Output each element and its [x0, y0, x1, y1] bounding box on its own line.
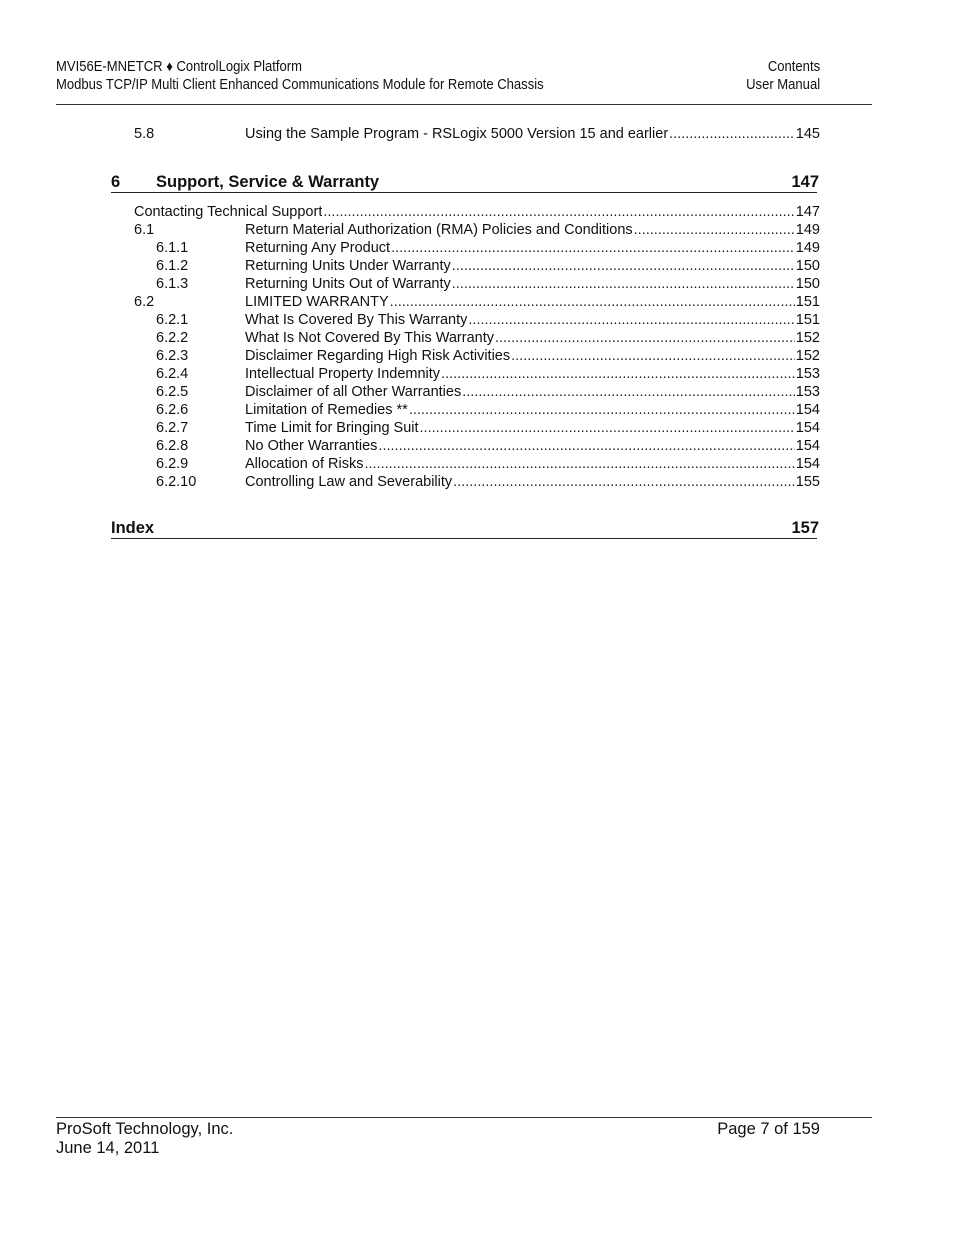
toc-entry-title: Using the Sample Program - RSLogix 5000 Version 15 and earlier [245, 126, 669, 142]
toc-entry-page: 150 [795, 276, 820, 292]
toc-entry-number: 6.1.1 [156, 240, 189, 256]
header-row-1 [56, 58, 820, 76]
toc-entry-6-2-1[interactable] [134, 311, 820, 329]
footer-row-1 [56, 1120, 820, 1139]
toc-entry-page: 154 [795, 456, 820, 472]
toc-chapter-6[interactable] [111, 172, 819, 194]
footer-company: ProSoft Technology, Inc. [56, 1120, 234, 1138]
toc-leader-dots [634, 221, 795, 239]
toc-entry-page: 149 [795, 240, 820, 256]
chapter-underline [111, 538, 817, 539]
toc-entry-number: 6.2.8 [156, 438, 189, 454]
toc-entry-6-1-1[interactable] [134, 239, 820, 257]
toc-leader-dots [390, 293, 795, 311]
toc-entry-title: Disclaimer Regarding High Risk Activities [245, 348, 511, 364]
toc-entry-6-2[interactable] [134, 293, 820, 311]
toc-leader-dots [420, 419, 795, 437]
toc-leader-dots [452, 257, 795, 275]
toc-entry-number: 6.2.6 [156, 402, 189, 418]
toc-entry-number: 6.2.10 [156, 474, 197, 490]
header-product-subtitle: Modbus TCP/IP Multi Client Enhanced Communications Module for Remote Chassis [56, 77, 544, 93]
footer-date: June 14, 2011 [56, 1139, 160, 1157]
toc-entry-number: 6.2.5 [156, 384, 189, 400]
chapter-title: Index [111, 519, 155, 537]
toc-leader-dots [462, 383, 795, 401]
toc-entry-title: Intellectual Property Indemnity [245, 366, 441, 382]
toc-entry-number: 6.2.7 [156, 420, 189, 436]
toc-leader-dots [453, 473, 795, 491]
toc-entry-page: 152 [795, 330, 820, 346]
toc-entry-6-1-2[interactable] [134, 257, 820, 275]
toc-entry-title: Controlling Law and Severability [245, 474, 453, 490]
toc-entry-6-2-8[interactable] [134, 437, 820, 455]
toc-entry-number: 6.1.2 [156, 258, 189, 274]
toc-entry-6-2-2[interactable] [134, 329, 820, 347]
toc-entry-page: 149 [795, 222, 820, 238]
toc-entry-title: Disclaimer of all Other Warranties [245, 384, 462, 400]
toc-entry-page: 151 [795, 312, 820, 328]
toc-leader-dots [669, 125, 795, 143]
toc-leader-dots [441, 365, 795, 383]
toc-entry-title: Time Limit for Bringing Suit [245, 420, 419, 436]
toc-entry-6-1[interactable] [134, 221, 820, 239]
toc-entry-6-2-3[interactable] [134, 347, 820, 365]
toc-entry-page: 155 [795, 474, 820, 490]
toc-entry-6-1-3[interactable] [134, 275, 820, 293]
page-header [56, 58, 820, 94]
toc-entry-number: 6.1.3 [156, 276, 189, 292]
toc-leader-dots [323, 203, 794, 221]
header-product-title: MVI56E-MNETCR ♦ ControlLogix Platform [56, 59, 302, 75]
toc-leader-dots [468, 311, 794, 329]
chapter-underline [111, 192, 817, 193]
toc-entry-title: Returning Units Under Warranty [245, 258, 451, 274]
header-row-2 [56, 76, 820, 94]
chapter-page: 157 [791, 519, 819, 537]
toc-entry-number: 6.2.1 [156, 312, 189, 328]
toc-entry-6-2-7[interactable] [134, 419, 820, 437]
toc-leader-dots [364, 455, 794, 473]
toc-entry-page: 150 [795, 258, 820, 274]
toc-entry-6-2-4[interactable] [134, 365, 820, 383]
toc-entry-page: 154 [795, 402, 820, 418]
toc-entry-contacting-support[interactable] [134, 203, 820, 221]
toc-entry-page: 154 [795, 420, 820, 436]
toc-entry-number: 5.8 [134, 126, 155, 142]
toc-entry-title: Returning Units Out of Warranty [245, 276, 451, 292]
toc-entry-title: LIMITED WARRANTY [245, 294, 389, 310]
toc-chapter-index[interactable] [111, 518, 819, 540]
toc-entry-number: 6.2.9 [156, 456, 189, 472]
chapter-page: 147 [791, 173, 819, 191]
toc-leader-dots [452, 275, 795, 293]
page-footer [56, 1120, 820, 1158]
toc-entry-title: Contacting Technical Support [134, 204, 323, 220]
toc-entry-number: 6.2 [134, 294, 155, 310]
toc-entry-5-8[interactable] [134, 125, 820, 143]
toc-entry-title: Allocation of Risks [245, 456, 364, 472]
toc-entry-title: Returning Any Product [245, 240, 391, 256]
toc-entry-title: Return Material Authorization (RMA) Policies and Conditions [245, 222, 633, 238]
header-section-name: Contents [767, 59, 821, 75]
toc-entry-number: 6.2.2 [156, 330, 189, 346]
toc-entry-title: What Is Covered By This Warranty [245, 312, 468, 328]
chapter-number: 6 [111, 173, 121, 191]
toc-entry-title: Limitation of Remedies ** [245, 402, 408, 418]
toc-entry-title: No Other Warranties [245, 438, 378, 454]
toc-leader-dots [378, 437, 794, 455]
footer-row-2 [56, 1139, 820, 1158]
toc-entry-title: What Is Not Covered By This Warranty [245, 330, 494, 346]
header-document-type: User Manual [746, 77, 821, 93]
toc-leader-dots [391, 239, 795, 257]
footer-page-number: Page 7 of 159 [717, 1120, 820, 1138]
toc-leader-dots [495, 329, 795, 347]
toc-leader-dots [409, 401, 795, 419]
toc-entry-6-2-6[interactable] [134, 401, 820, 419]
toc-entry-page: 147 [795, 204, 820, 220]
toc-entry-6-2-9[interactable] [134, 455, 820, 473]
toc-entry-number: 6.1 [134, 222, 155, 238]
header-divider [56, 104, 872, 105]
toc-entry-number: 6.2.3 [156, 348, 189, 364]
toc-leader-dots [511, 347, 795, 365]
toc-entry-6-2-5[interactable] [134, 383, 820, 401]
toc-entry-6-2-10[interactable] [134, 473, 820, 491]
toc-entry-page: 152 [795, 348, 820, 364]
toc-entry-page: 153 [795, 384, 820, 400]
toc-entry-page: 153 [795, 366, 820, 382]
toc-entry-page: 145 [795, 126, 820, 142]
chapter-title: Support, Service & Warranty [156, 173, 380, 191]
footer-divider [56, 1117, 872, 1118]
toc-entry-page: 151 [795, 294, 820, 310]
toc-entry-page: 154 [795, 438, 820, 454]
toc-entry-number: 6.2.4 [156, 366, 189, 382]
